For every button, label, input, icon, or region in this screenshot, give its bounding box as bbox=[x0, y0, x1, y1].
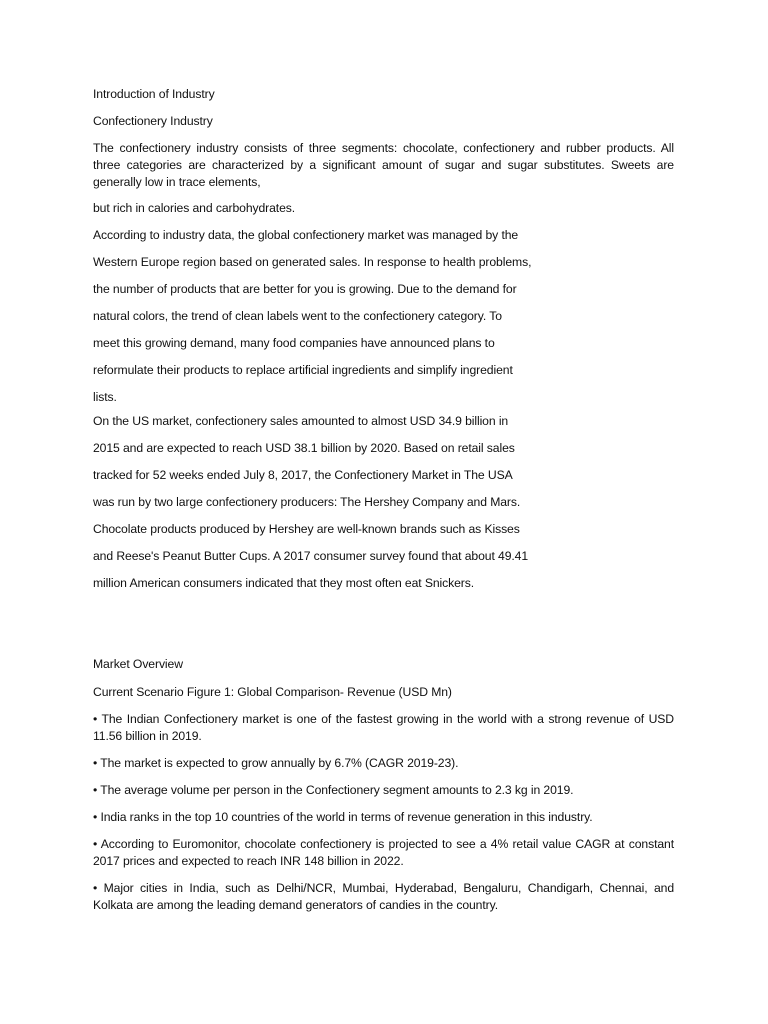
text-line: was run by two large confectionery producers: The Hershey Company and Mars. bbox=[93, 495, 521, 509]
text-line: and Reese's Peanut Butter Cups. A 2017 consumer survey found that about 49.41 bbox=[93, 549, 529, 563]
text-line: On the US market, confectionery sales amounted to almost USD 34.9 billion in bbox=[93, 414, 509, 428]
paragraph-segments: The confectionery industry consists of three segments: chocolate, confectionery and rubber products. All three categories are characterized by a significant amount of sugar and sugar substitutes. Sweets are generally low in trace elements, bbox=[93, 141, 674, 189]
section-subheading-confectionery: Confectionery Industry bbox=[93, 114, 213, 128]
text-line: 2015 and are expected to reach USD 38.1 billion by 2020. Based on retail sales bbox=[93, 441, 515, 455]
text-line: Chocolate products produced by Hershey are well-known brands such as Kisses bbox=[93, 522, 520, 536]
text-line: meet this growing demand, many food companies have announced plans to bbox=[93, 336, 495, 350]
text-line: tracked for 52 weeks ended July 8, 2017, the Confectionery Market in The USA bbox=[93, 468, 513, 482]
list-item: • India ranks in the top 10 countries of the world in terms of revenue generation in this industry. bbox=[93, 810, 593, 824]
text-line: natural colors, the trend of clean labels went to the confectionery category. To bbox=[93, 309, 502, 323]
document-page bbox=[93, 86, 674, 924]
paragraph-segments-tail: but rich in calories and carbohydrates. bbox=[93, 201, 296, 215]
text-line: million American consumers indicated that they most often eat Snickers. bbox=[93, 576, 475, 590]
paragraph-us-market bbox=[93, 413, 674, 602]
text-line: lists. bbox=[93, 390, 117, 404]
bullet-list bbox=[93, 711, 674, 914]
text-line: According to industry data, the global confectionery market was managed by the bbox=[93, 228, 519, 242]
text-line: the number of products that are better for you is growing. Due to the demand for bbox=[93, 282, 517, 296]
list-item: • The average volume per person in the Confectionery segment amounts to 2.3 kg in 2019. bbox=[93, 783, 574, 797]
text-line: Western Europe region based on generated sales. In response to health problems, bbox=[93, 255, 532, 269]
paragraph-global-market bbox=[93, 227, 674, 413]
list-item: • The Indian Confectionery market is one of the fastest growing in the world with a strong revenue of USD 11.56 billion in 2019. bbox=[93, 712, 674, 743]
section-heading-introduction: Introduction of Industry bbox=[93, 87, 215, 101]
section-subheading-current-scenario: Current Scenario Figure 1: Global Comparison- Revenue (USD Mn) bbox=[93, 685, 452, 699]
list-item: • The market is expected to grow annually by 6.7% (CAGR 2019-23). bbox=[93, 756, 459, 770]
text-line: reformulate their products to replace artificial ingredients and simplify ingredient bbox=[93, 363, 513, 377]
list-item: • According to Euromonitor, chocolate confectionery is projected to see a 4% retail value CAGR at constant 2017 prices and expected to reach INR 148 billion in 2022. bbox=[93, 837, 674, 868]
section-spacer bbox=[93, 602, 674, 656]
list-item: • Major cities in India, such as Delhi/NCR, Mumbai, Hyderabad, Bengaluru, Chandigarh, Chennai, and Kolkata are among the leading demand generators of candies in the country. bbox=[93, 881, 674, 912]
section-heading-market-overview: Market Overview bbox=[93, 657, 183, 671]
